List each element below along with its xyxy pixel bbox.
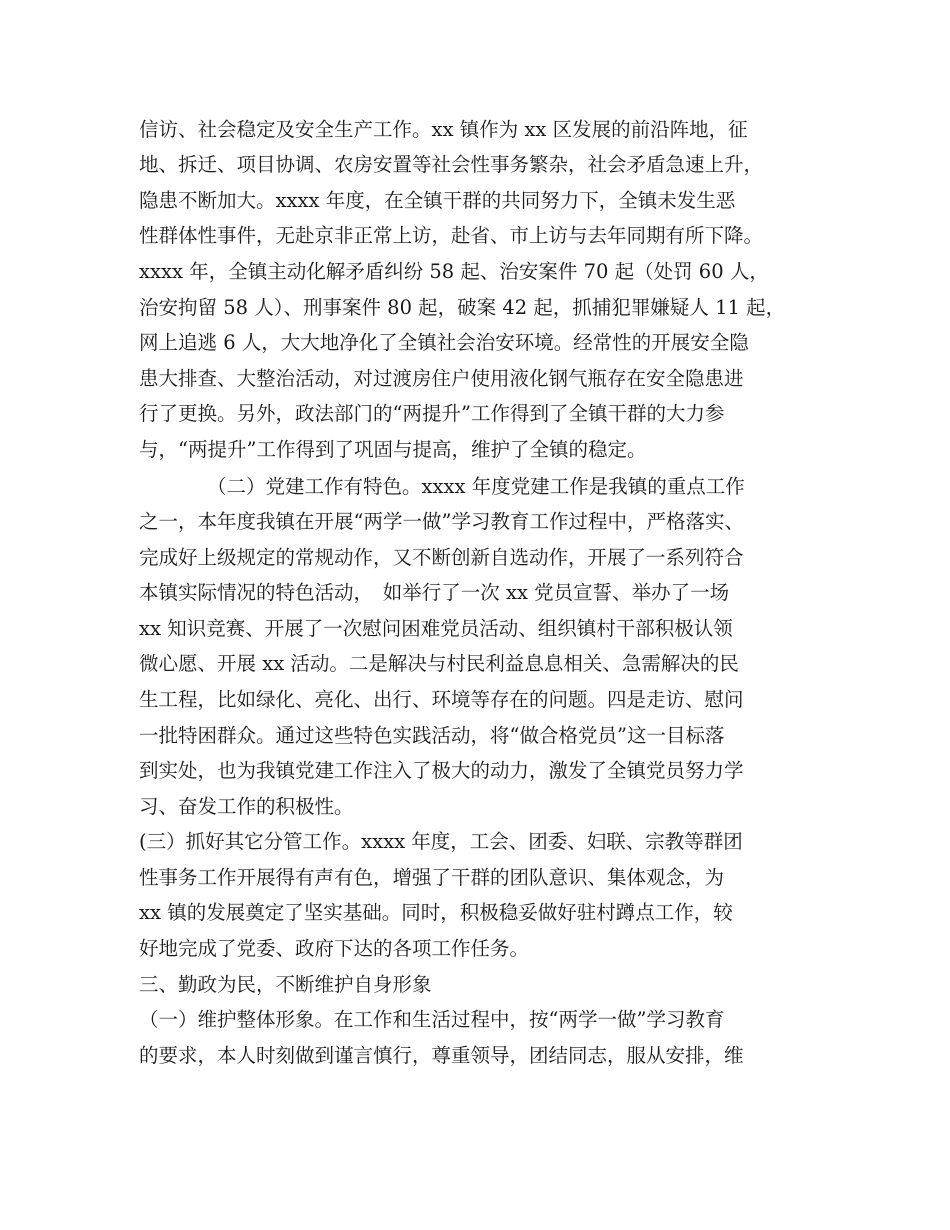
text-line: 习、奋发工作的积极性。 bbox=[139, 795, 354, 818]
text-line: 的要求，本人时刻做到谨言慎行，尊重领导，团结同志，服从安排，维 bbox=[139, 1044, 744, 1067]
text-line: 隐患不断加大。xxxx 年度，在全镇干群的共同努力下，全镇未发生恶 bbox=[139, 189, 736, 212]
text-line: 完成好上级规定的常规动作，又不断创新自选动作，开展了一系列符合 bbox=[139, 546, 744, 569]
text-line: 地、拆迁、项目协调、农房安置等社会性事务繁杂，社会矛盾急速上升， bbox=[139, 153, 764, 176]
section-heading-image: （一）维护整体形象。在工作和生活过程中，按“两学一做”学习教育 bbox=[139, 1008, 725, 1031]
text-line: 一批特困群众。通过这些特色实践活动，将“做合格党员”这一目标落 bbox=[139, 724, 725, 747]
text-line: 性事务工作开展得有声有色，增强了干群的团队意识、集体观念，为 bbox=[139, 866, 725, 889]
text-line: 微心愿、开展 xx 活动。二是解决与村民利益息息相关、急需解决的民 bbox=[139, 652, 739, 675]
text-line: 与，“两提升”工作得到了巩固与提高，维护了全镇的稳定。 bbox=[139, 438, 647, 461]
text-line: 性群体性事件，无赴京非正常上访，赴省、市上访与去年同期有所下降。 bbox=[139, 224, 764, 247]
text-line: 治安拘留 58 人）、刑事案件 80 起，破案 42 起，抓捕犯罪嫌疑人 11 起， bbox=[139, 296, 786, 319]
chapter-heading: 三、勤政为民，不断维护自身形象 bbox=[139, 973, 432, 996]
text-line: 好地完成了党委、政府下达的各项工作任务。 bbox=[139, 937, 530, 960]
text-line: 患大排查、大整治活动，对过渡房住户使用液化钢气瓶存在安全隐患进 bbox=[139, 367, 744, 390]
text-line: 网上追逃 6 人，大大地净化了全镇社会治安环境。经常性的开展安全隐 bbox=[139, 331, 749, 354]
section-heading-other-work: (三）抓好其它分管工作。xxxx 年度，工会、团委、妇联、宗教等群团 bbox=[139, 830, 743, 853]
text-line: 之一，本年度我镇在开展“两学一做”学习教育工作过程中，严格落实、 bbox=[139, 510, 744, 533]
text-line: 行了更换。另外，政法部门的“两提升”工作得到了全镇干群的大力参 bbox=[139, 402, 725, 425]
text-line: 生工程，比如绿化、亮化、出行、环境等存在的问题。四是走访、慰问 bbox=[139, 688, 744, 711]
text-line: 到实处，也为我镇党建工作注入了极大的动力，激发了全镇党员努力学 bbox=[139, 759, 744, 782]
text-line: xxxx 年，全镇主动化解矛盾纠纷 58 起、治安案件 70 起（处罚 60 人， bbox=[139, 260, 769, 283]
text-line: xx 镇的发展奠定了坚实基础。同时，积极稳妥做好驻村蹲点工作，较 bbox=[139, 901, 733, 924]
text-line: 本镇实际情况的特色活动， 如举行了一次 xx 党员宣誓、举办了一场 bbox=[139, 581, 730, 604]
text-line: xx 知识竞赛、开展了一次慰问困难党员活动、组织镇村干部积极认领 bbox=[139, 617, 733, 640]
text-line: 信访、社会稳定及安全生产工作。xx 镇作为 xx 区发展的前沿阵地，征 bbox=[139, 118, 748, 141]
section-heading-party-building: （二）党建工作有特色。xxxx 年度党建工作是我镇的重点工作 bbox=[207, 475, 745, 498]
